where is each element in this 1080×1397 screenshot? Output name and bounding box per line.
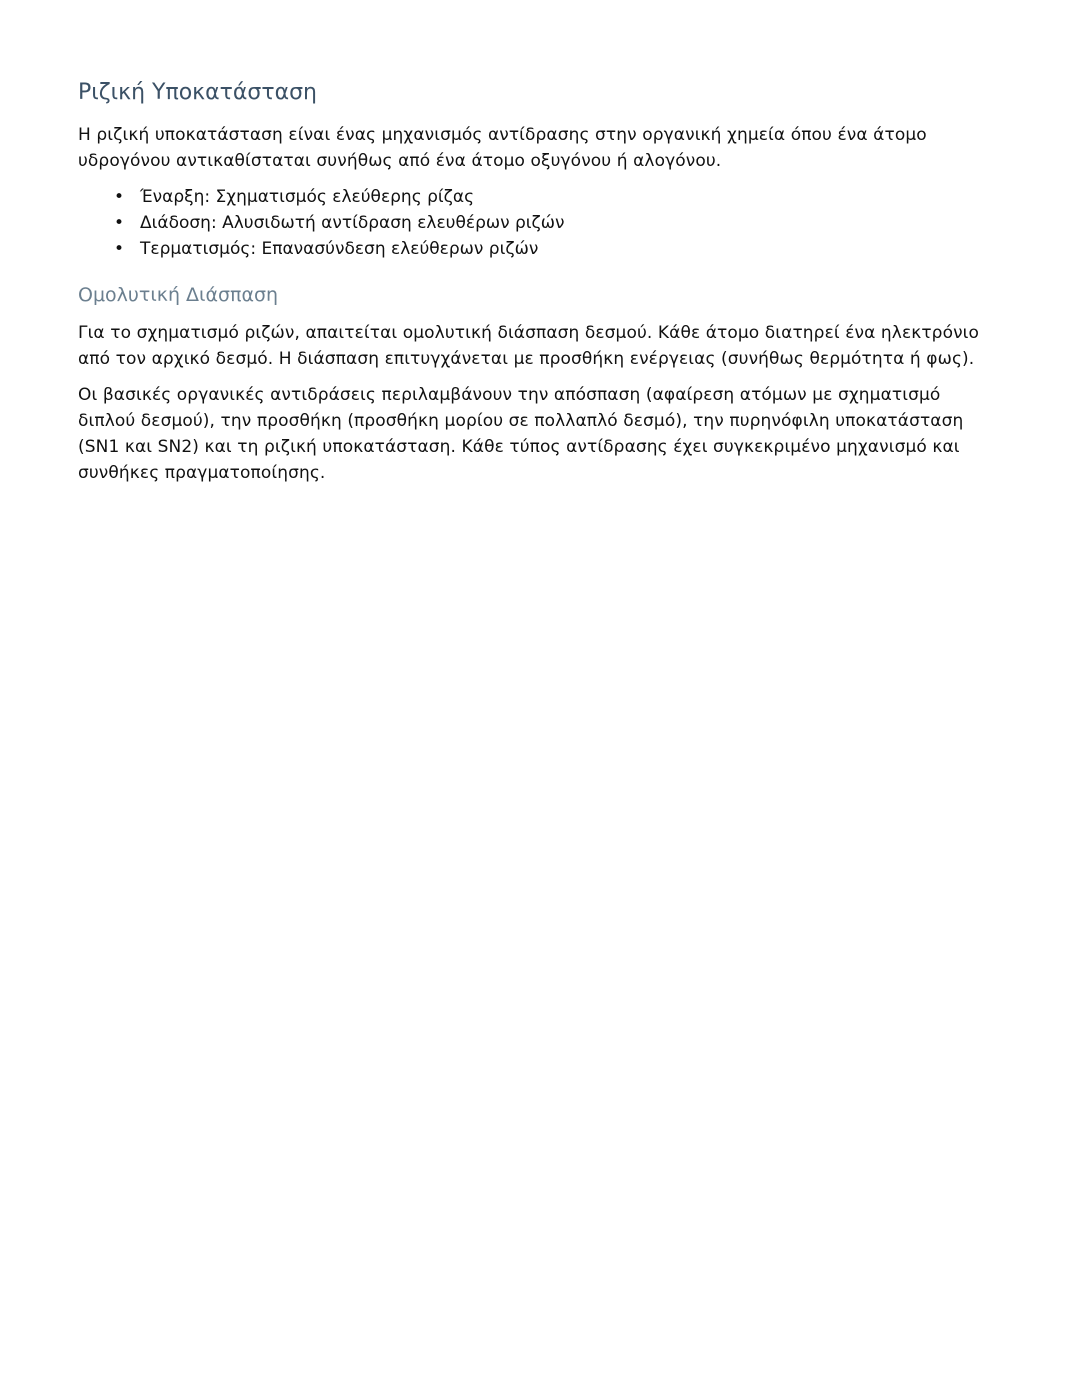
homolytic-paragraph: Για το σχηματισμό ριζών, απαιτείται ομολυτική διάσπαση δεσμού. Κάθε άτομο διατηρεί ένα ηλεκτρόνιο από τον αρχικό δεσμό. Η διάσπαση επιτυγχάνεται με προσθήκη ενέργειας (συνήθως θερμότητα ή φως).: [78, 323, 980, 369]
bullet-icon: •: [114, 239, 125, 259]
reactions-paragraph: Οι βασικές οργανικές αντιδράσεις περιλαμβάνουν την απόσπαση (αφαίρεση ατόμων με σχηματισμό διπλού δεσμού), την προσθήκη (προσθήκη μορίου σε πολλαπλό δεσμό), την πυρηνόφιλη υποκατάσταση (SN1 και SN2) και τη ριζική υποκατάσταση. Κάθε τύπος αντίδρασης έχει συγκεκριμένο μηχανισμό και συνθήκες πραγματοποίησης.: [78, 385, 964, 483]
list-item-text: Διάδοση: Αλυσιδωτή αντίδραση ελευθέρων ριζών: [140, 213, 565, 233]
list-item: [78, 184, 990, 210]
list-item: [78, 236, 990, 262]
section-heading-homolytic-cleavage: Ομολυτική Διάσπαση: [78, 284, 279, 306]
bullet-icon: •: [114, 187, 125, 207]
list-item-text: Έναρξη: Σχηματισμός ελεύθερης ρίζας: [140, 187, 475, 207]
list-item: [78, 210, 990, 236]
list-item-text: Τερματισμός: Επανασύνδεση ελεύθερων ριζών: [140, 239, 539, 259]
mechanism-steps-list: [78, 184, 990, 262]
bullet-icon: •: [114, 213, 125, 233]
section-heading-radical-substitution: Ριζική Υποκατάσταση: [78, 80, 317, 105]
intro-paragraph: Η ριζική υποκατάσταση είναι ένας μηχανισμός αντίδρασης στην οργανική χημεία όπου ένα άτομο υδρογόνου αντικαθίσταται συνήθως από ένα άτομο οξυγόνου ή αλογόνου.: [78, 125, 927, 171]
